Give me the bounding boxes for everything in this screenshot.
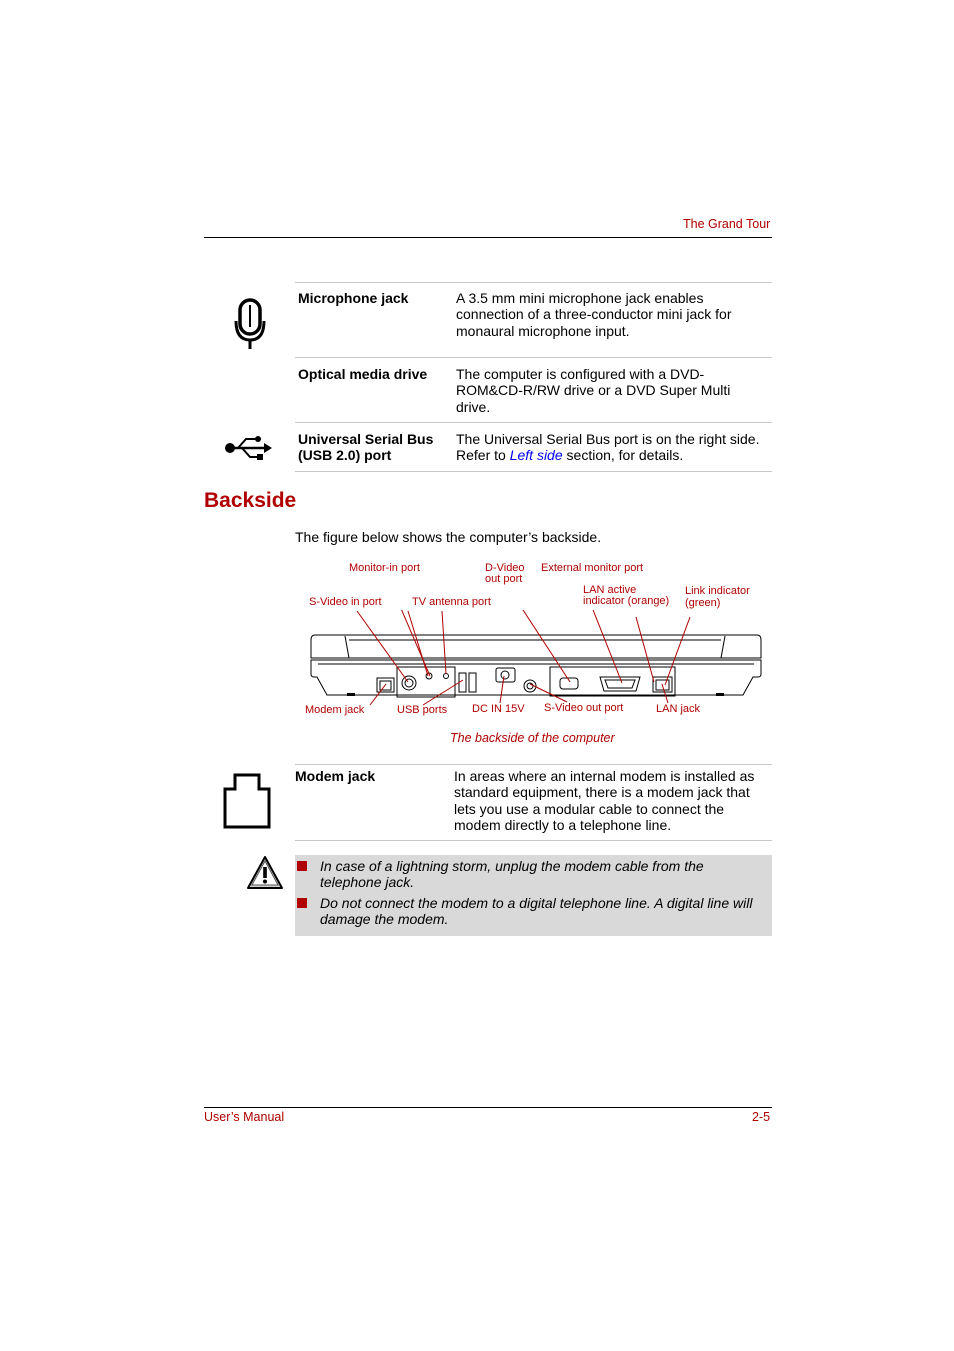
desc-optical-media-drive: The computer is configured with a DVD-ROM&CD-R/RW drive or a DVD Super Multi drive. <box>456 366 731 415</box>
modem-jack-icon <box>223 773 271 834</box>
label-lan-active-2: indicator (orange) <box>583 595 670 607</box>
table-rule <box>295 840 772 841</box>
table-rule <box>295 764 772 765</box>
table-rule <box>295 471 772 472</box>
label-tv-antenna-port: TV antenna port <box>412 596 491 608</box>
note-line: telephone jack. <box>320 874 415 891</box>
note-line: In case of a lightning storm, unplug the modem cable from the <box>320 858 704 874</box>
note-item <box>320 895 770 928</box>
note-line: Do not connect the modem to a digital telephone line. A digital line will <box>320 895 753 911</box>
footer-rule <box>204 1107 772 1108</box>
footer-manual-title: User’s Manual <box>204 1110 285 1124</box>
footer-page-number: 2-5 <box>752 1110 771 1124</box>
usb-icon <box>224 433 274 468</box>
label-link-indicator-1: Link indicator <box>685 585 750 597</box>
term-usb-line1: Universal Serial Bus <box>298 431 434 447</box>
term-microphone-jack: Microphone jack <box>298 290 409 306</box>
label-dc-in: DC IN 15V <box>472 703 525 715</box>
label-dvideo-2: out port <box>485 573 523 585</box>
desc-modem-line: modem directly to a telephone line. <box>454 816 672 833</box>
label-external-monitor-port: External monitor port <box>541 562 644 574</box>
caution-icon <box>246 855 284 896</box>
label-monitor-in-port: Monitor-in port <box>349 562 420 574</box>
note-line: damage the modem. <box>320 911 449 928</box>
term-usb-line2: (USB 2.0) port <box>298 447 392 463</box>
section-intro: The figure below shows the computer’s backside. <box>295 529 602 545</box>
section-title: Backside <box>204 489 297 512</box>
term-optical-media-drive: Optical media drive <box>298 366 428 382</box>
desc-usb-port <box>456 431 772 464</box>
term-modem-jack: Modem jack <box>295 768 376 784</box>
label-lan-jack: LAN jack <box>656 703 701 715</box>
caution-note <box>295 855 772 936</box>
desc-usb-line1: The Universal Serial Bus port is on the right side. <box>456 431 760 447</box>
figure-caption: The backside of the computer <box>450 731 615 745</box>
desc-usb-pre: Refer to <box>456 447 510 464</box>
running-header: The Grand Tour <box>683 217 771 231</box>
label-usb-ports: USB ports <box>397 704 448 716</box>
term-usb-port <box>298 431 433 463</box>
note-bullet <box>297 898 307 908</box>
label-svideo-out-port: S-Video out port <box>544 702 624 714</box>
header-rule <box>204 237 772 238</box>
laptop-backside-drawing <box>300 610 770 710</box>
desc-modem-line: standard equipment, there is a modem jack that <box>454 784 750 801</box>
label-dvideo-1: D-Video <box>485 562 525 574</box>
table-rule <box>295 422 772 423</box>
microphone-icon <box>230 297 270 356</box>
desc-modem-line: lets you use a modular cable to connect the <box>454 800 725 817</box>
desc-usb-post: section, for details. <box>562 447 684 464</box>
table-rule <box>295 357 772 358</box>
label-svideo-in-port: S-Video in port <box>309 596 382 608</box>
table-rule <box>295 282 772 283</box>
desc-modem-jack <box>454 768 772 833</box>
left-side-link[interactable]: Left side <box>509 447 563 464</box>
desc-modem-line: In areas where an internal modem is installed as <box>454 768 755 784</box>
label-lan-active-1: LAN active <box>583 584 637 596</box>
desc-microphone-jack: A 3.5 mm mini microphone jack enables connection of a three-conductor mini jack for monaural microphone input. <box>456 290 732 339</box>
label-modem-jack: Modem jack <box>305 704 365 716</box>
note-item <box>320 858 770 891</box>
desc-usb-line2 <box>456 447 772 463</box>
note-bullet <box>297 861 307 871</box>
label-link-indicator-2: (green) <box>685 597 721 609</box>
